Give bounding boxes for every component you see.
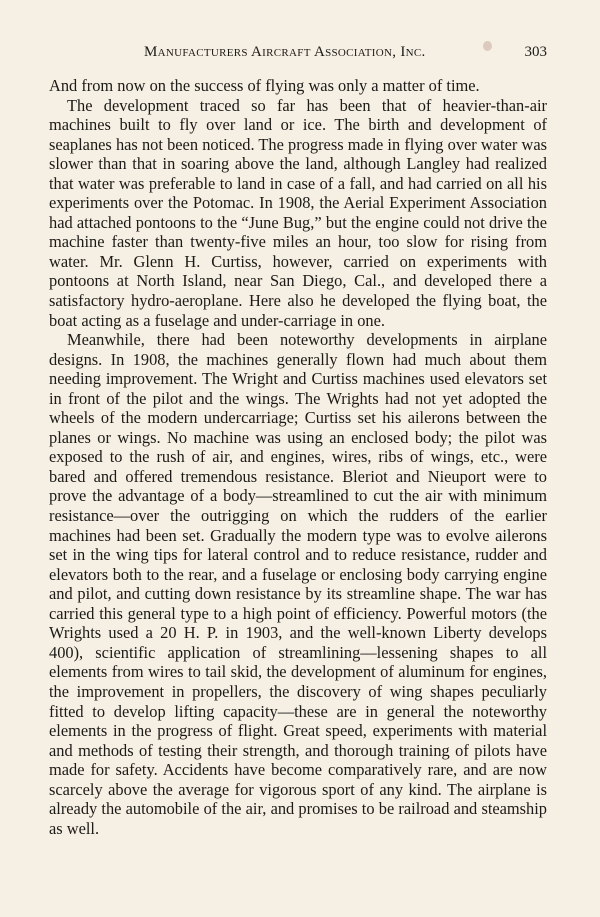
running-title: Manufacturers Aircraft Association, Inc. [144, 44, 426, 60]
paragraph-2: The development traced so far has been that of heavier-than-air machines built to fly over land or ice. The birth and development of seaplanes has not been noticed. The progress made in flying over water was slower than that in soaring above the land, although Langley had realized that water was preferable to land in case of a fall, and had carried on all his experiments over the Potomac. In 1908, the Aerial Experiment Association had attached pontoons to the “June Bug,” but the engine could not drive the machine faster than twenty-five miles an hour, too slow for rising from water. Mr. Glenn H. Curtiss, however, carried on experiments with pontoons at North Island, near San Diego, Cal., and developed there a satisfactory hydro-aeroplane. Here also he developed the flying boat, the boat acting as a fuselage and under-carriage in one. [49, 95, 547, 330]
page-number: 303 [524, 44, 547, 60]
running-head [49, 44, 547, 66]
body-text [49, 76, 547, 838]
paragraph-3: Meanwhile, there had been noteworthy developments in airplane designs. In 1908, the machines generally flown had much about them needing improvement. The Wright and Curtiss machines used elevators set in front of the pilot and the wings. The Wrights had not yet adopted the wheels of the modern undercarriage; Curtiss set his ailerons between the planes or wings. No machine was using an enclosed body; the pilot was exposed to the rush of air, and engines, wires, ribs of wings, etc., were bared and offered tremendous resistance. Bleriot and Nieuport were to prove the advantage of a body—streamlined to cut the air with minimum resistance—over the outrigging on which the rudders of the earlier machines had been set. Gradually the modern type was to evolve ailerons set in the wing tips for lateral control and to reduce resistance, rudder and elevators both to the rear, and a fuselage or enclosing body carrying engine and pilot, and cutting down resistance by its streamline shape. The war has carried this general type to a high point of efficiency. Powerful motors (the Wrights used a 20 H. P. in 1903, and the well-known Liberty develops 400), scientific application of streamlining—lessening shapes to all elements from wires to tail skid, the development of aluminum for engines, the improvement in propellers, the discovery of wing shapes peculiarly fitted to develop lifting capacity—these are in general the noteworthy elements in the progress of flight. Great speed, experiments with material and methods of testing their strength, and thorough training of pilots have made for safety. Accidents have become comparatively rare, and are now scarcely above the average for vigorous sport of any kind. The airplane is already the automobile of the air, and promises to be railroad and steamship as well. [49, 330, 547, 838]
paragraph-1: And from now on the success of flying was only a matter of time. [49, 76, 480, 95]
